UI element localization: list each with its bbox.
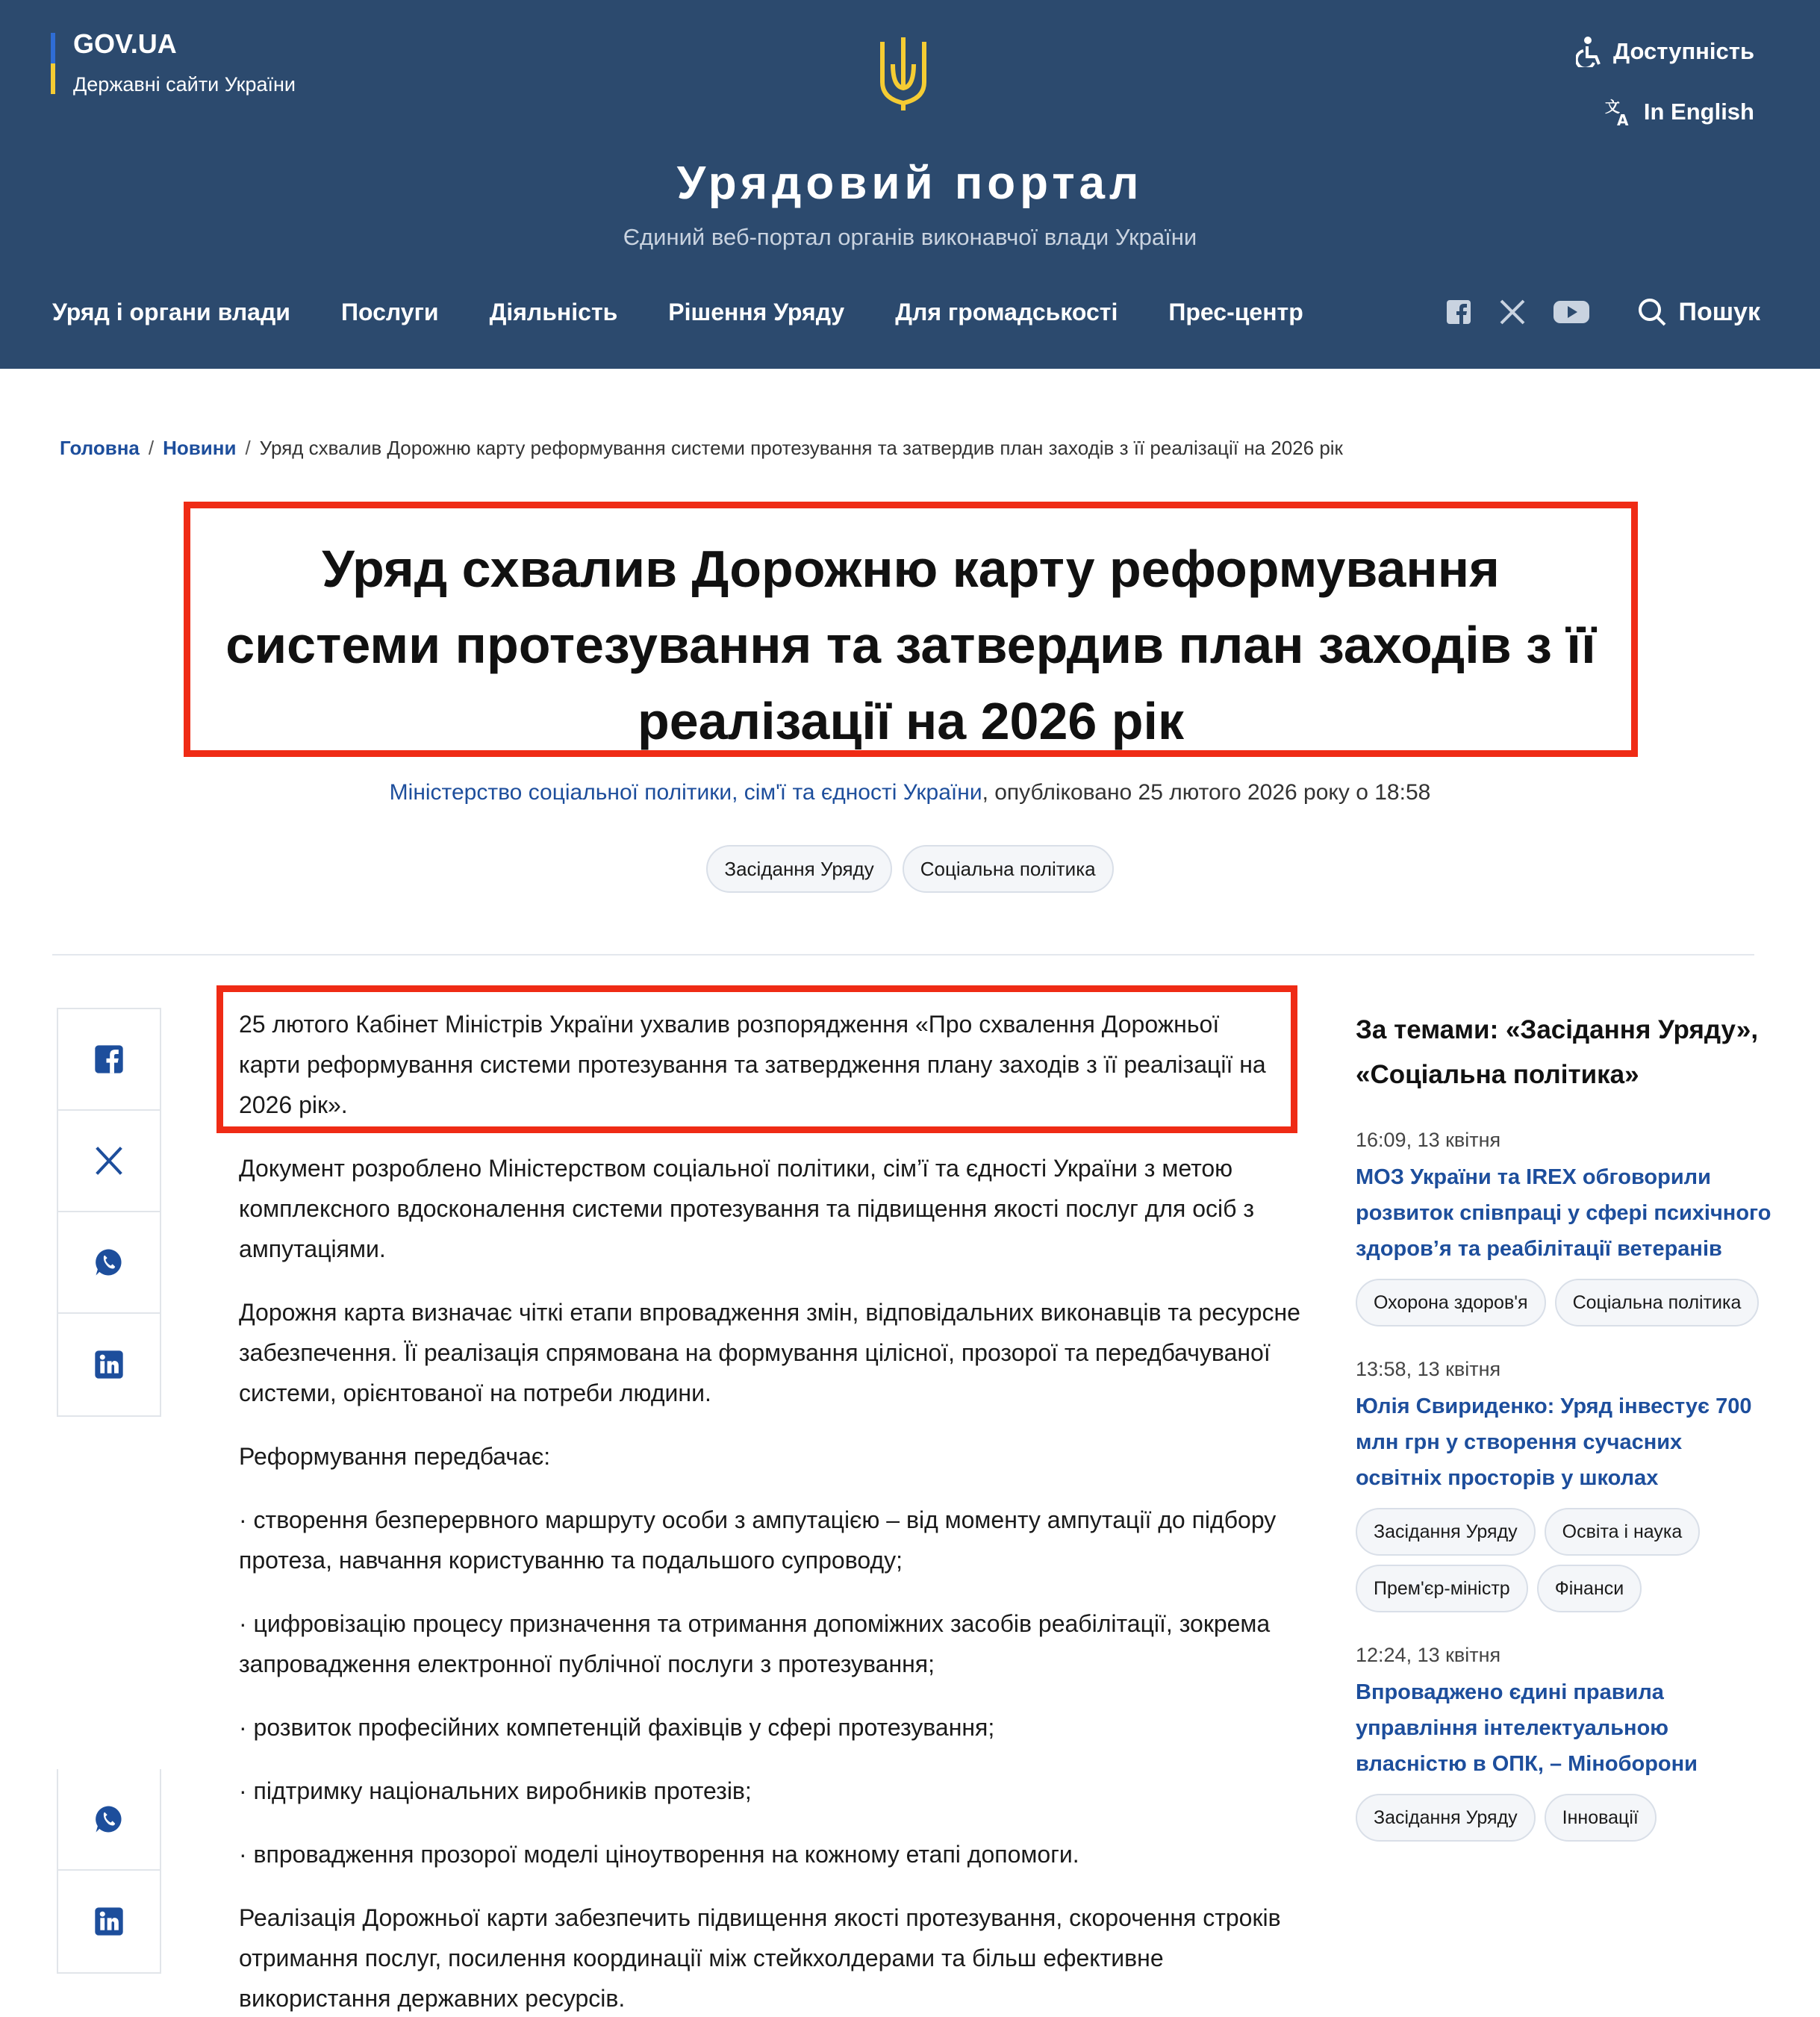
news-tags: [1356, 1279, 1774, 1327]
sidebar-heading: За темами: «Засідання Уряду», «Соціальна політика»: [1356, 1015, 1759, 1089]
breadcrumb-current: Уряд схвалив Дорожню карту реформування системи протезування та затвердив план заходів з її реалізації на 2026 рік: [259, 437, 1343, 459]
share-x-button[interactable]: [58, 1111, 160, 1212]
x-icon[interactable]: [1499, 299, 1526, 325]
nav-item-decisions[interactable]: Рішення Уряду: [668, 299, 845, 325]
breadcrumb-news[interactable]: Новини: [163, 437, 237, 459]
article-tags: [0, 845, 1820, 893]
list-item: · підтримку національних виробників протезів;: [239, 1777, 752, 1804]
news-tag[interactable]: Освіта і наука: [1545, 1508, 1701, 1556]
news-tag[interactable]: Фінанси: [1537, 1565, 1642, 1612]
language-label: In English: [1643, 99, 1754, 125]
search-label: Пошук: [1678, 297, 1760, 326]
article-paragraph: Дорожня карта визначає чіткі етапи впровадження змін, відповідальних виконавців та ресурсне забезпечення. Її реалізація спрямована на формування цілісної, прозорої та передбачуваної системи, орієнтованої на потреби людини.: [239, 1299, 1300, 1406]
facebook-icon[interactable]: [1445, 299, 1472, 325]
share-linkedin-button[interactable]: [58, 1314, 160, 1415]
facebook-icon: [93, 1044, 125, 1075]
linkedin-icon: [93, 1349, 125, 1380]
accessibility-label: Доступність: [1613, 38, 1754, 64]
news-tag[interactable]: Охорона здоров'я: [1356, 1279, 1546, 1327]
linkedin-icon: [93, 1906, 125, 1937]
article-body: [239, 1004, 1321, 2017]
news-tag[interactable]: Засідання Уряду: [1356, 1794, 1536, 1842]
news-item: [1356, 1129, 1774, 1327]
title-highlight: [184, 502, 1638, 757]
svg-text:文: 文: [1604, 98, 1620, 116]
accessibility-icon: [1576, 36, 1603, 67]
tag-social-policy[interactable]: Соціальна політика: [903, 845, 1114, 893]
news-item: [1356, 1644, 1774, 1842]
search-icon: [1637, 297, 1667, 327]
social-links: [1445, 299, 1590, 325]
nav-item-public[interactable]: Для громадськості: [895, 299, 1118, 325]
tag-government-meeting[interactable]: Засідання Уряду: [706, 845, 891, 893]
news-link[interactable]: Юлія Свириденко: Уряд інвестує 700 млн грн у створення сучасних освітніх просторів у школах: [1356, 1394, 1752, 1490]
related-news-sidebar: [1356, 1008, 1774, 1842]
news-time: 16:09, 13 квітня: [1356, 1129, 1501, 1151]
news-tag[interactable]: Прем'єр-міністр: [1356, 1565, 1528, 1612]
article-title: Уряд схвалив Дорожню карту реформування системи протезування та затвердив план заходів з її реалізації на 2026 рік: [225, 540, 1596, 750]
x-icon: [93, 1145, 125, 1176]
news-tag[interactable]: Соціальна політика: [1555, 1279, 1760, 1327]
site-header: [0, 0, 1820, 369]
divider: [52, 954, 1754, 955]
article-meta: [0, 780, 1820, 805]
share-linkedin-button[interactable]: [58, 1871, 160, 1972]
nav-item-activity[interactable]: Діяльність: [489, 299, 618, 325]
news-time: 13:58, 13 квітня: [1356, 1358, 1501, 1380]
article-paragraph: 25 лютого Кабінет Міністрів України ухвалив розпорядження «Про схвалення Дорожньої карти реформування системи протезування та затвердження плану заходів з її реалізації на 2026 рік».: [239, 1011, 1266, 1118]
list-item: · впровадження прозорої моделі ціноутворення на кожному етапі допомоги.: [239, 1841, 1079, 1868]
article-paragraph: Документ розроблено Міністерством соціальної політики, сім’ї та єдності України з метою комплексного вдосконалення системи протезування та підвищення якості послуг для осіб з ампутаціями.: [239, 1155, 1255, 1262]
publish-date: , опубліковано 25 лютого 2026 року о 18:58: [982, 780, 1431, 805]
news-tag[interactable]: Засідання Уряду: [1356, 1508, 1536, 1556]
portal-title[interactable]: Урядовий портал: [676, 158, 1144, 209]
whatsapp-icon: [93, 1247, 125, 1278]
portal-subtitle: Єдиний веб-портал органів виконавчої влади України: [623, 224, 1197, 250]
article-paragraph: Реформування передбачає:: [239, 1443, 551, 1470]
main-nav: [52, 299, 1303, 326]
govua-subtitle: Державні сайти України: [73, 73, 296, 96]
news-time: 12:24, 13 квітня: [1356, 1644, 1501, 1666]
list-item: · створення безперервного маршруту особи з ампутацією – від моменту ампутації до підбору протеза, навчання користуванню та подальшого супроводу;: [239, 1506, 1277, 1574]
share-panel: [57, 1008, 161, 1417]
news-link[interactable]: Впроваджено єдині правила управління інтелектуальною власністю в ОПК, – Міноборони: [1356, 1680, 1698, 1776]
search-button[interactable]: [1637, 297, 1760, 327]
news-item: [1356, 1358, 1774, 1612]
govua-name: GOV.UA: [73, 28, 177, 59]
share-panel-sticky: [57, 1769, 161, 1974]
accessibility-link[interactable]: [1576, 36, 1754, 67]
news-tag[interactable]: Інновації: [1545, 1794, 1657, 1842]
share-whatsapp-button[interactable]: [58, 1212, 160, 1314]
share-whatsapp-button[interactable]: [58, 1769, 160, 1871]
trident-icon[interactable]: [878, 34, 929, 112]
svg-text:A: A: [1616, 111, 1629, 127]
author-link[interactable]: Міністерство соціальної політики, сім'ї та єдності України: [389, 780, 982, 805]
language-switch[interactable]: [1604, 97, 1754, 127]
translate-icon: [1604, 97, 1633, 127]
list-item: · розвиток професійних компетенцій фахівців у сфері протезування;: [239, 1714, 995, 1741]
whatsapp-icon: [93, 1804, 125, 1835]
breadcrumb-home[interactable]: Головна: [60, 437, 140, 459]
news-link[interactable]: МОЗ України та IREX обговорили розвиток співпраці у сфері психічного здоров’я та реабілітації ветеранів: [1356, 1165, 1771, 1261]
share-facebook-button[interactable]: [58, 1009, 160, 1111]
nav-item-services[interactable]: Послуги: [340, 299, 439, 325]
nav-item-government[interactable]: Уряд і органи влади: [52, 299, 290, 325]
nav-item-press[interactable]: Прес-центр: [1168, 299, 1303, 325]
news-tags: [1356, 1794, 1774, 1842]
youtube-icon[interactable]: [1553, 299, 1590, 325]
breadcrumb: Головна / Новини / Уряд схвалив Дорожню карту реформування системи протезування та затвердив план заходів з її реалізації на 2026 рік: [60, 437, 1343, 459]
list-item: · цифровізацію процесу призначення та отримання допоміжних засобів реабілітації, зокрема запровадження електронної публічної послуги з протезування;: [239, 1610, 1271, 1677]
ukraine-flag-icon: [51, 33, 55, 94]
news-tags: [1356, 1508, 1774, 1612]
article-paragraph: Реалізація Дорожньої карти забезпечить підвищення якості протезування, скорочення строків отримання послуг, посилення координації між стейкхолдерами та більш ефективне використання державних ресурсів.: [239, 1904, 1281, 2012]
